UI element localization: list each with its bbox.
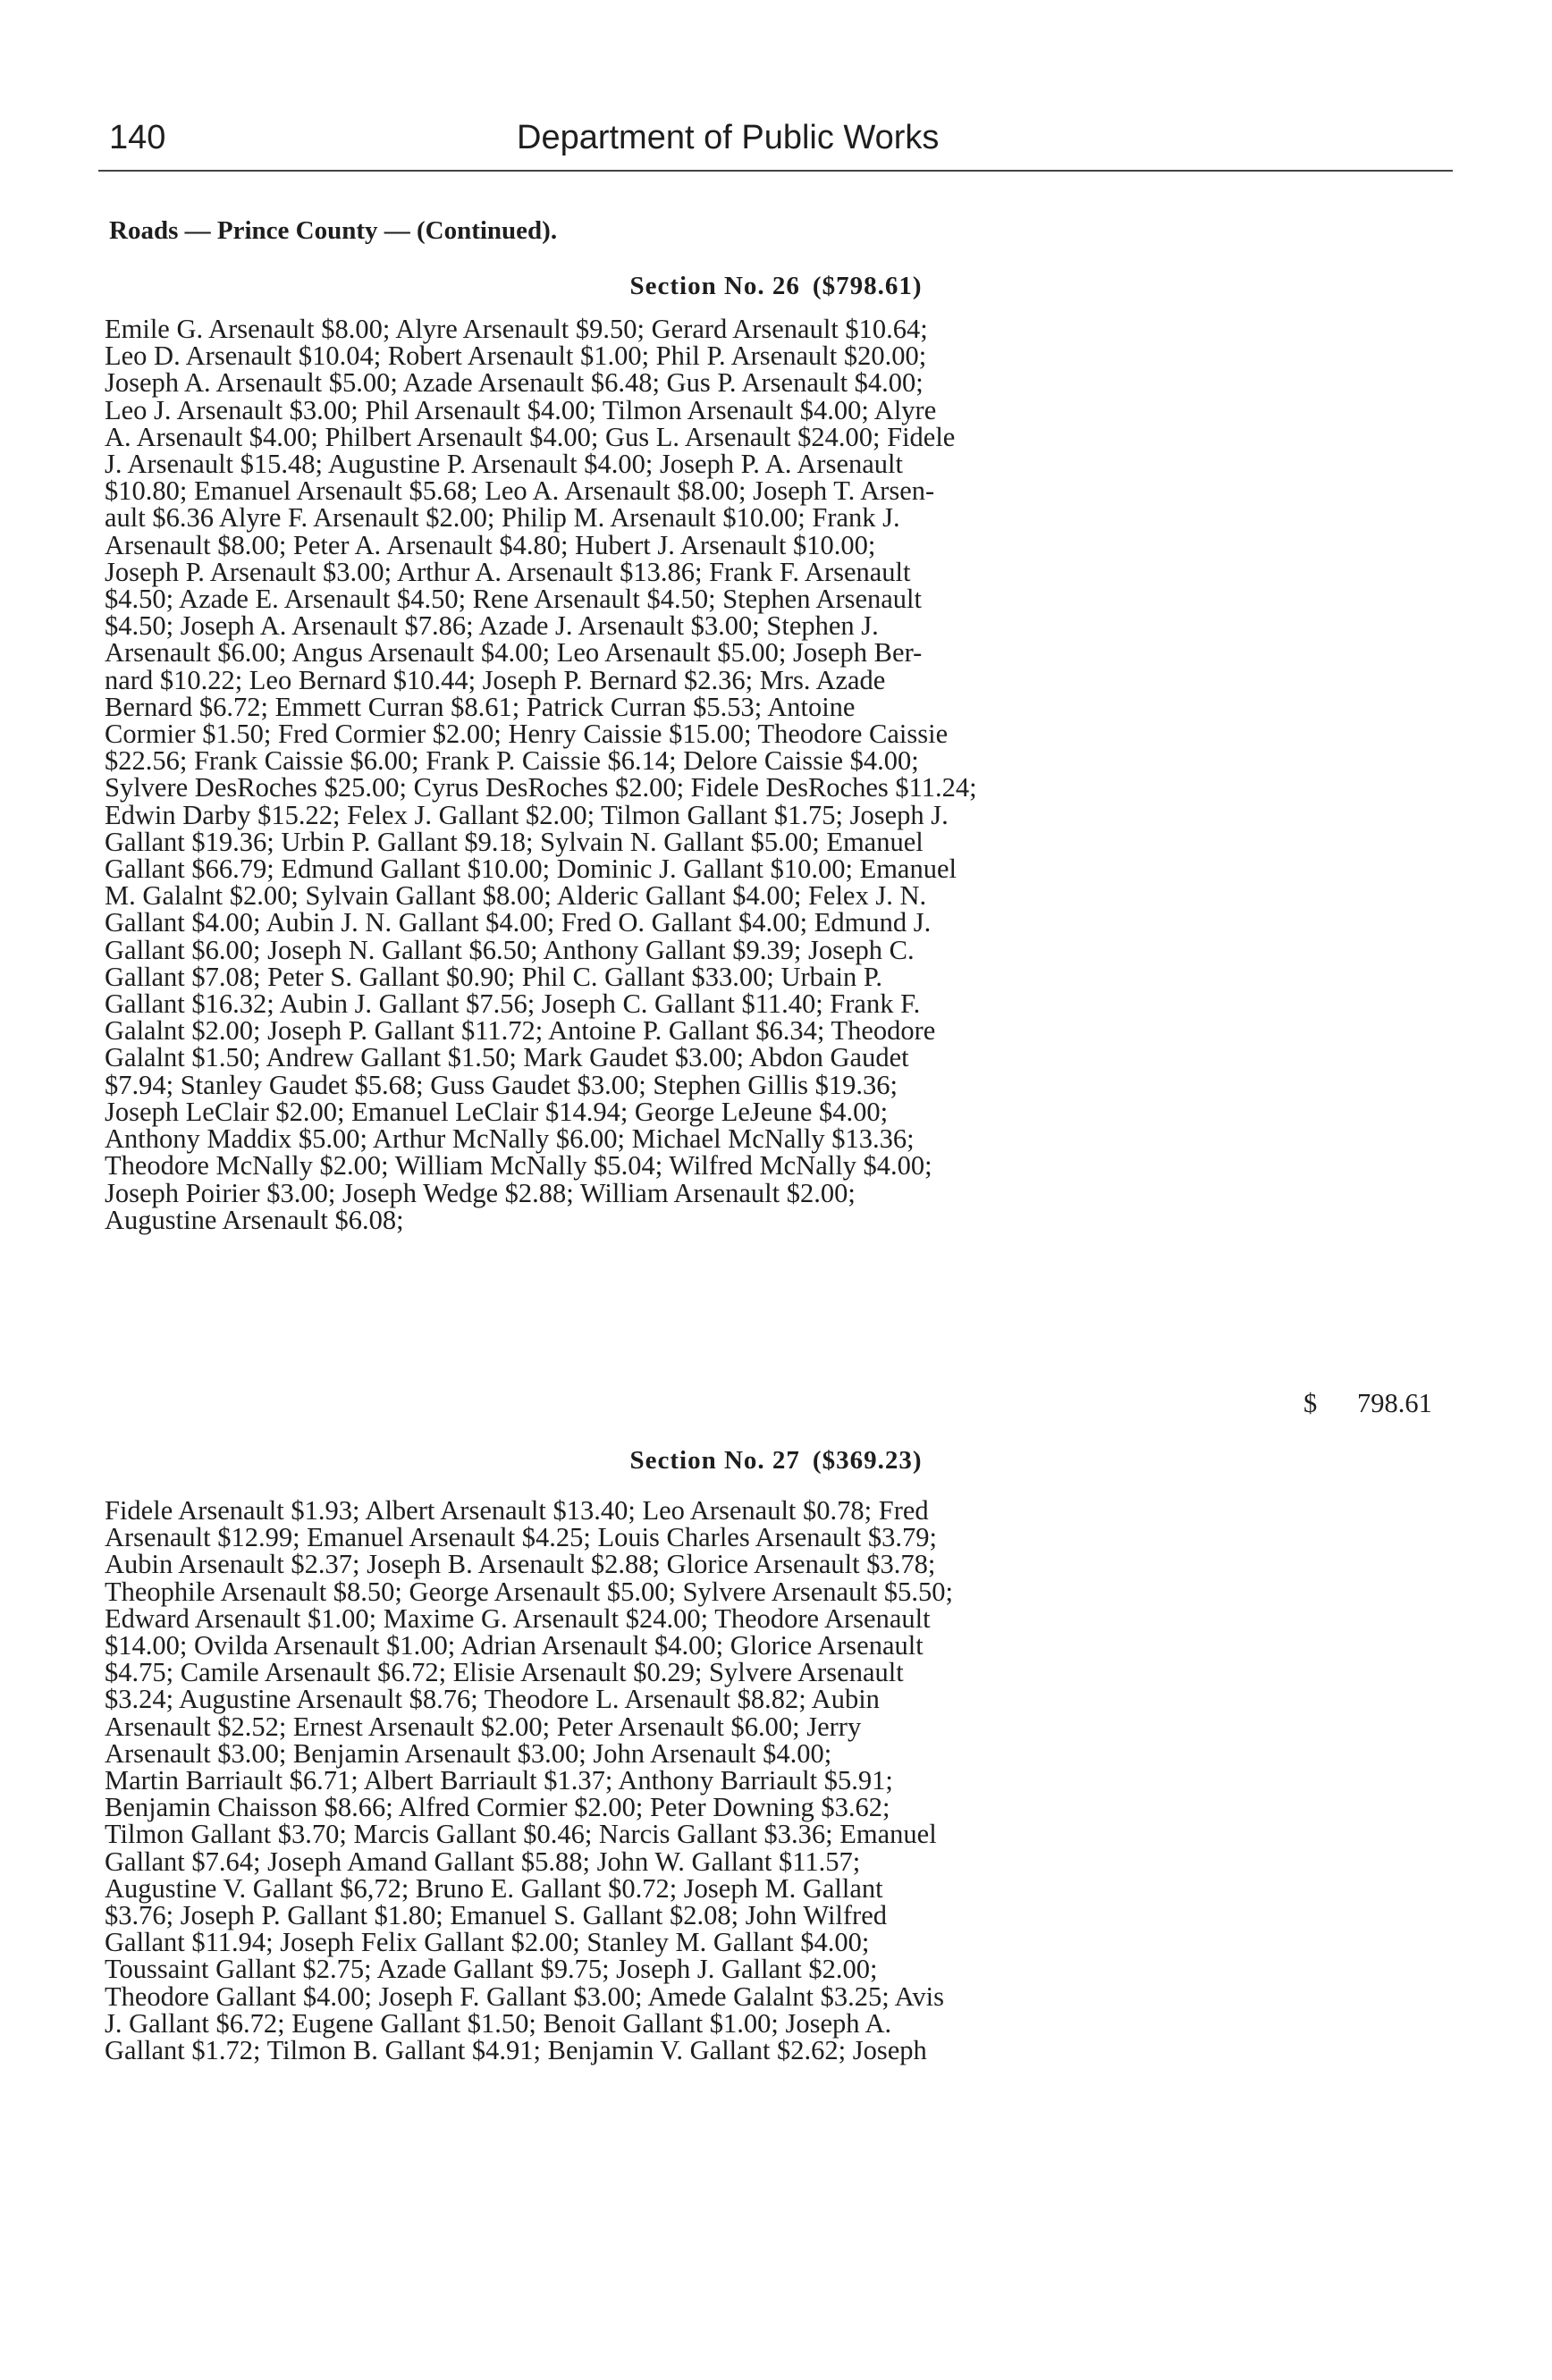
section-26-line: Gallant $66.79; Edmund Gallant $10.00; Dominic J. Gallant $10.00; Emanuel	[105, 854, 957, 885]
section-26-line: Galalnt $2.00; Joseph P. Gallant $11.72; Antoine P. Gallant $6.34; Theodore	[105, 1015, 936, 1047]
section-26-line: Augustine Arsenault $6.08;	[105, 1204, 404, 1235]
section-26-line: Anthony Maddix $5.00; Arthur McNally $6.00; Michael McNally $13.36;	[105, 1123, 915, 1155]
section-27-amount: ($369.23)	[812, 1446, 923, 1475]
page-number: 140	[109, 119, 166, 156]
section-27-line: Theodore Gallant $4.00; Joseph F. Gallant $3.00; Amede Galalnt $3.25; Avis	[105, 1981, 944, 2012]
section-26-line: Arsenault $8.00; Peter A. Arsenault $4.80; Hubert J. Arsenault $10.00;	[105, 529, 876, 560]
section-27-line: Gallant $11.94; Joseph Felix Gallant $2.00; Stanley M. Gallant $4.00;	[105, 1927, 870, 1958]
section-27-line: $3.76; Joseph P. Gallant $1.80; Emanuel S. Gallant $2.08; John Wilfred	[105, 1900, 887, 1931]
section-27-line: Edward Arsenault $1.00; Maxime G. Arsenault $24.00; Theodore Arsenault	[105, 1602, 931, 1634]
section-27-heading	[0, 1442, 1552, 1478]
section-26-amount: ($798.61)	[812, 272, 923, 300]
section-26-heading	[0, 268, 1552, 304]
section-26-line: Joseph LeClair $2.00; Emanuel LeClair $14.94; George LeJeune $4.00;	[105, 1096, 889, 1127]
section-26-line: Leo J. Arsenault $3.00; Phil Arsenault $4.00; Tilmon Arsenault $4.00; Alyre	[105, 394, 937, 425]
section-27-line: Gallant $7.64; Joseph Amand Gallant $5.88; John W. Gallant $11.57;	[105, 1846, 861, 1877]
section-26-line: $4.50; Joseph A. Arsenault $7.86; Azade J. Arsenault $3.00; Stephen J.	[105, 610, 879, 642]
section-26-line: Joseph P. Arsenault $3.00; Arthur A. Arsenault $13.86; Frank F. Arsenault	[105, 556, 911, 587]
section-27-line: Augustine V. Gallant $6,72; Bruno E. Gallant $0.72; Joseph M. Gallant	[105, 1872, 883, 1904]
section-27-line: Arsenault $2.52; Ernest Arsenault $2.00; Peter Arsenault $6.00; Jerry	[105, 1711, 862, 1742]
section-27-line: J. Gallant $6.72; Eugene Gallant $1.50; Benoit Gallant $1.00; Joseph A.	[105, 2007, 892, 2039]
section-26-line: ault $6.36 Alyre F. Arsenault $2.00; Philip M. Arsenault $10.00; Frank J.	[105, 502, 900, 534]
section-26-line: M. Galalnt $2.00; Sylvain Gallant $8.00; Alderic Gallant $4.00; Felex J. N.	[105, 880, 927, 912]
section-27-line: $4.75; Camile Arsenault $6.72; Elisie Arsenault $0.29; Sylvere Arsenault	[105, 1657, 904, 1688]
section-26-line: Gallant $6.00; Joseph N. Gallant $6.50; Anthony Gallant $9.39; Joseph C.	[105, 934, 915, 965]
section-27-line: Fidele Arsenault $1.93; Albert Arsenault $13.40; Leo Arsenault $0.78; Fred	[105, 1495, 929, 1526]
section-26-body	[105, 315, 1258, 1233]
section-26-line: Theodore McNally $2.00; William McNally $5.04; Wilfred McNally $4.00;	[105, 1150, 932, 1182]
section-26-line: Gallant $4.00; Aubin J. N. Gallant $4.00; Fred O. Gallant $4.00; Edmund J.	[105, 907, 932, 938]
page-header	[98, 114, 1448, 161]
continued-heading: Roads — Prince County — (Continued).	[109, 216, 558, 245]
section-26-line: Edwin Darby $15.22; Felex J. Gallant $2.00; Tilmon Gallant $1.75; Joseph J.	[105, 799, 949, 830]
section-27-body	[105, 1497, 1258, 2064]
running-title: Department of Public Works	[517, 119, 940, 156]
total-amount: 798.61	[1357, 1388, 1432, 1418]
section-26-line: Arsenault $6.00; Angus Arsenault $4.00; Leo Arsenault $5.00; Joseph Ber-	[105, 637, 923, 669]
section-26-line: Cormier $1.50; Fred Cormier $2.00; Henry Caissie $15.00; Theodore Caissie	[105, 719, 949, 750]
total-currency-symbol: $	[1303, 1388, 1318, 1418]
section-27-line: Martin Barriault $6.71; Albert Barriault $1.37; Anthony Barriault $5.91;	[105, 1765, 893, 1796]
section-26-line: $10.80; Emanuel Arsenault $5.68; Leo A. Arsenault $8.00; Joseph T. Arsen-	[105, 475, 935, 507]
section-27-title: Section No. 27	[629, 1446, 800, 1475]
section-26-line: Gallant $16.32; Aubin J. Gallant $7.56; Joseph C. Gallant $11.40; Frank F.	[105, 988, 921, 1020]
section-26-title: Section No. 26	[629, 272, 800, 300]
section-26-line: Galalnt $1.50; Andrew Gallant $1.50; Mark Gaudet $3.00; Abdon Gaudet	[105, 1042, 909, 1073]
section-26-line: A. Arsenault $4.00; Philbert Arsenault $4.00; Gus L. Arsenault $24.00; Fidele	[105, 421, 956, 452]
header-rule	[98, 170, 1453, 172]
section-26-line: $22.56; Frank Caissie $6.00; Frank P. Caissie $6.14; Delore Caissie $4.00;	[105, 745, 919, 777]
section-26-line: Gallant $7.08; Peter S. Gallant $0.90; Phil C. Gallant $33.00; Urbain P.	[105, 961, 883, 992]
section-26-line: Sylvere DesRoches $25.00; Cyrus DesRoches $2.00; Fidele DesRoches $11.24;	[105, 772, 977, 803]
section-27-line: Arsenault $12.99; Emanuel Arsenault $4.25; Louis Charles Arsenault $3.79;	[105, 1522, 937, 1553]
section-26-line: Emile G. Arsenault $8.00; Alyre Arsenault $9.50; Gerard Arsenault $10.64;	[105, 314, 928, 344]
section-26-line: $7.94; Stanley Gaudet $5.68; Guss Gaudet $3.00; Stephen Gillis $19.36;	[105, 1069, 898, 1100]
section-27-line: Toussaint Gallant $2.75; Azade Gallant $9.75; Joseph J. Gallant $2.00;	[105, 1954, 878, 1985]
section-27-line: Arsenault $3.00; Benjamin Arsenault $3.00; John Arsenault $4.00;	[105, 1737, 832, 1769]
section-26-line: Gallant $19.36; Urbin P. Gallant $9.18; Sylvain N. Gallant $5.00; Emanuel	[105, 826, 924, 857]
section-26-line: Bernard $6.72; Emmett Curran $8.61; Patrick Curran $5.53; Antoine	[105, 691, 856, 722]
section-26-line: J. Arsenault $15.48; Augustine P. Arsenault $4.00; Joseph P. A. Arsenault	[105, 449, 903, 480]
section-26-line: nard $10.22; Leo Bernard $10.44; Joseph P. Bernard $2.36; Mrs. Azade	[105, 664, 886, 695]
section-26-line: Joseph Poirier $3.00; Joseph Wedge $2.88; William Arsenault $2.00;	[105, 1177, 856, 1208]
section-27-line: Tilmon Gallant $3.70; Marcis Gallant $0.46; Narcis Gallant $3.36; Emanuel	[105, 1819, 937, 1850]
section-27-line: Benjamin Chaisson $8.66; Alfred Cormier $2.00; Peter Downing $3.62;	[105, 1792, 890, 1823]
section-27-line: Aubin Arsenault $2.37; Joseph B. Arsenault $2.88; Glorice Arsenault $3.78;	[105, 1549, 936, 1580]
section-26-line: $4.50; Azade E. Arsenault $4.50; Rene Arsenault $4.50; Stephen Arsenault	[105, 584, 922, 615]
section-27-line: $14.00; Ovilda Arsenault $1.00; Adrian Arsenault $4.00; Glorice Arsenault	[105, 1630, 924, 1661]
section-27-line: Theophile Arsenault $8.50; George Arsenault $5.00; Sylvere Arsenault $5.50;	[105, 1576, 953, 1607]
section-27-line: $3.24; Augustine Arsenault $8.76; Theodore L. Arsenault $8.82; Aubin	[105, 1684, 880, 1715]
section-26-line: Leo D. Arsenault $10.04; Robert Arsenault $1.00; Phil P. Arsenault $20.00;	[105, 341, 927, 372]
section-27-line: Gallant $1.72; Tilmon B. Gallant $4.91; Benjamin V. Gallant $2.62; Joseph	[105, 2035, 927, 2066]
section-26-line: Joseph A. Arsenault $5.00; Azade Arsenault $6.48; Gus P. Arsenault $4.00;	[105, 367, 924, 399]
